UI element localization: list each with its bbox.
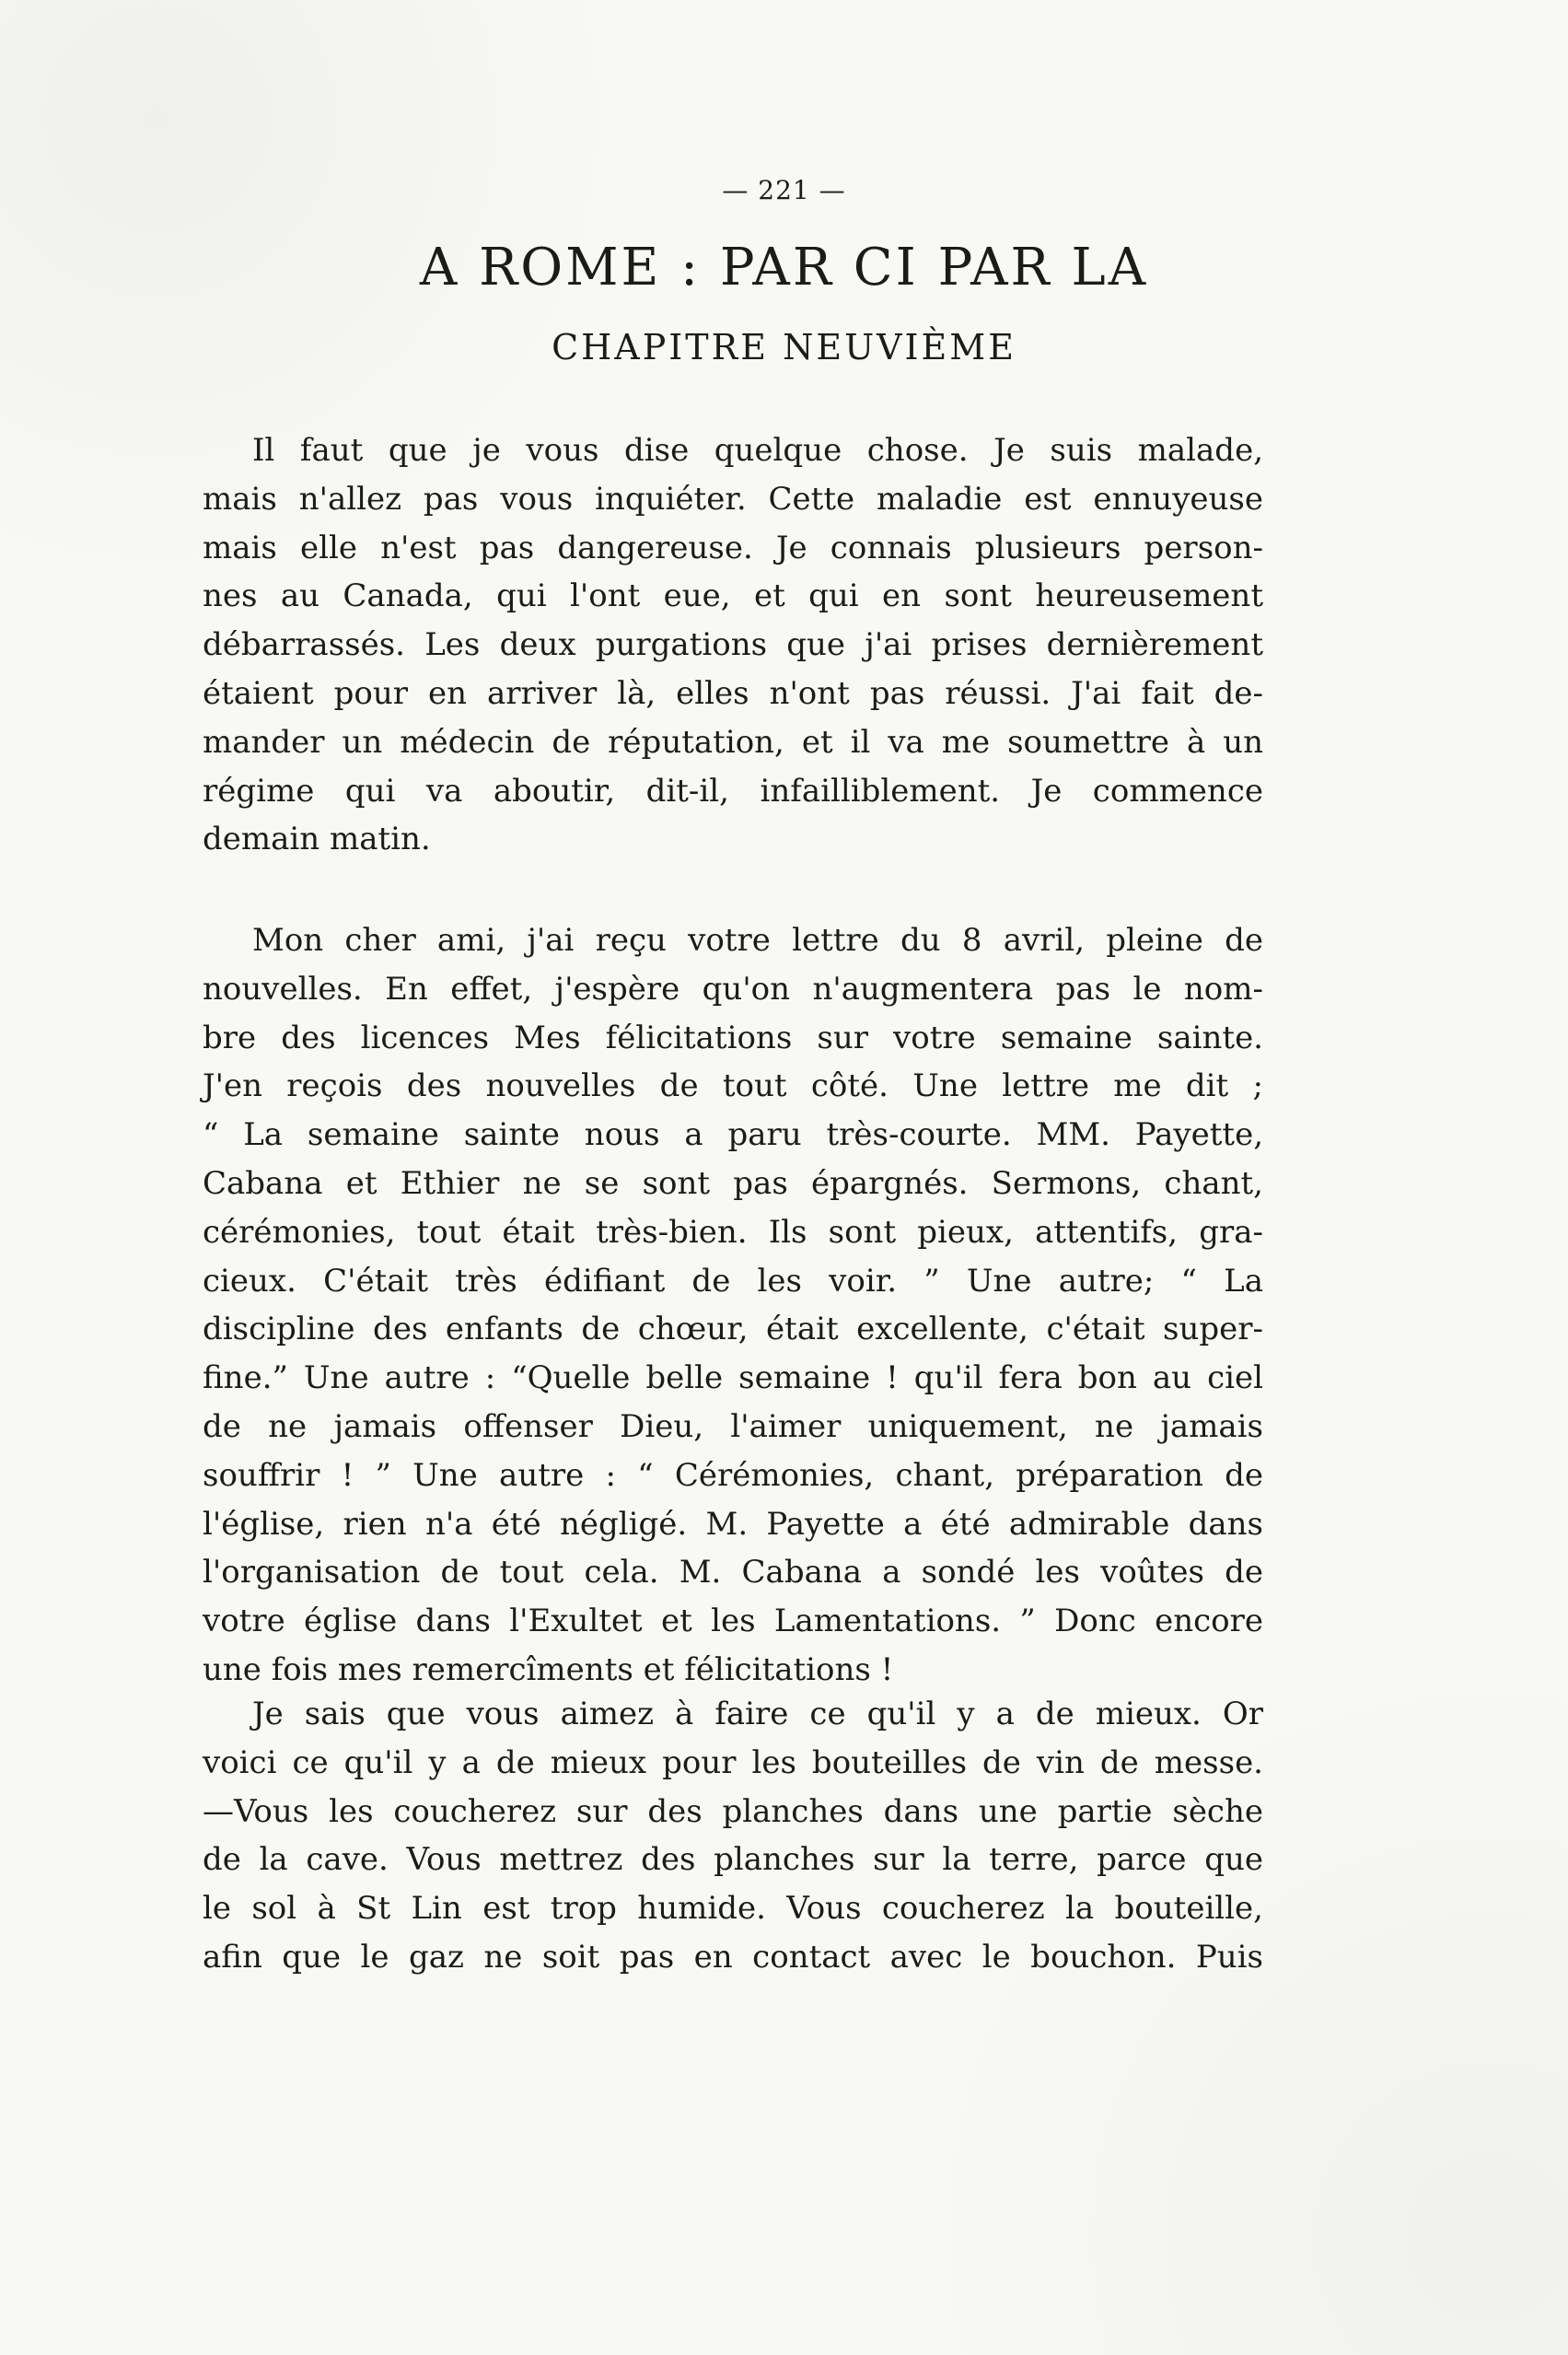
paragraph-line: voici ce qu'il y a de mieux pour les bouteilles de vin de messe. [203,1743,1263,1781]
paragraph-line: bre des licences Mes félicitations sur votre semaine sainte. [203,1019,1263,1056]
page-number: — 221 — [722,175,846,205]
chapter-heading: CHAPITRE NEUVIÈME [552,327,1016,367]
paragraph-line: Mon cher ami, j'ai reçu votre lettre du 8 avril, pleine de [252,922,1263,959]
paragraph-line: demain matin. [203,821,431,858]
paragraph-line: de ne jamais offenser Dieu, l'aimer uniquement, ne jamais [203,1407,1263,1445]
paragraph-line: “ La semaine sainte nous a paru très-courte. MM. Payette, [203,1116,1263,1154]
paragraph-line: fine.” Une autre : “Quelle belle semaine ! qu'il fera bon au ciel [203,1359,1263,1397]
paragraph-1 [203,426,1263,864]
paragraph-line: J'en reçois des nouvelles de tout côté. Une lettre me dit ; [203,1067,1263,1105]
paragraph-line: discipline des enfants de chœur, était excellente, c'était super- [203,1311,1263,1348]
paragraph-line: mander un médecin de réputation, et il va me soumettre à un [203,723,1263,761]
paragraph-2 [203,916,1263,1695]
paragraph-line: l'église, rien n'a été négligé. M. Payette a été admirable dans [203,1505,1263,1543]
paragraph-line: cieux. C'était très édifiant de les voir. ” Une autre; “ La [203,1262,1263,1300]
paragraph-line: afin que le gaz ne soit pas en contact avec le bouchon. Puis [203,1938,1263,1976]
paragraph-line: Je sais que vous aimez à faire ce qu'il y a de mieux. Or [252,1696,1263,1732]
paragraph-line: nes au Canada, qui l'ont eue, et qui en sont heureusement [203,577,1263,615]
paragraph-line: Il faut que je vous dise quelque chose. Je suis malade, [252,432,1263,469]
paragraph-line: cérémonies, tout était très-bien. Ils sont pieux, attentifs, gra- [203,1213,1263,1251]
paragraph-line: le sol à St Lin est trop humide. Vous coucherez la bouteille, [203,1890,1263,1928]
paragraph-line: souffrir ! ” Une autre : “ Cérémonies, chant, préparation de [203,1456,1263,1494]
paragraph-line: mais elle n'est pas dangereuse. Je connais plusieurs person- [203,529,1263,566]
paragraph-line: étaient pour en arriver là, elles n'ont pas réussi. J'ai fait de- [203,674,1263,712]
paragraph-line: votre église dans l'Exultet et les Lamentations. ” Donc encore [203,1603,1263,1640]
paragraph-3 [203,1690,1263,1982]
paragraph-line: nouvelles. En effet, j'espère qu'on n'augmentera pas le nom- [203,970,1263,1008]
paragraph-line: une fois mes remercîments et félicitations ! [203,1650,894,1688]
paragraph-line: régime qui va aboutir, dit-il, infailliblement. Je commence [203,772,1263,810]
paragraph-line: débarrassés. Les deux purgations que j'ai prises dernièrement [203,626,1263,664]
paragraph-line: de la cave. Vous mettrez des planches sur la terre, parce que [203,1841,1263,1879]
paragraph-line: Cabana et Ethier ne se sont pas épargnés. Sermons, chant, [203,1164,1263,1202]
page-title: A ROME : PAR CI PAR LA [419,238,1149,297]
paragraph-line: —Vous les coucherez sur des planches dans une partie sèche [203,1792,1263,1830]
paragraph-line: l'organisation de tout cela. M. Cabana a sondé les voûtes de [203,1554,1263,1591]
paragraph-line: mais n'allez pas vous inquiéter. Cette maladie est ennuyeuse [203,480,1263,518]
